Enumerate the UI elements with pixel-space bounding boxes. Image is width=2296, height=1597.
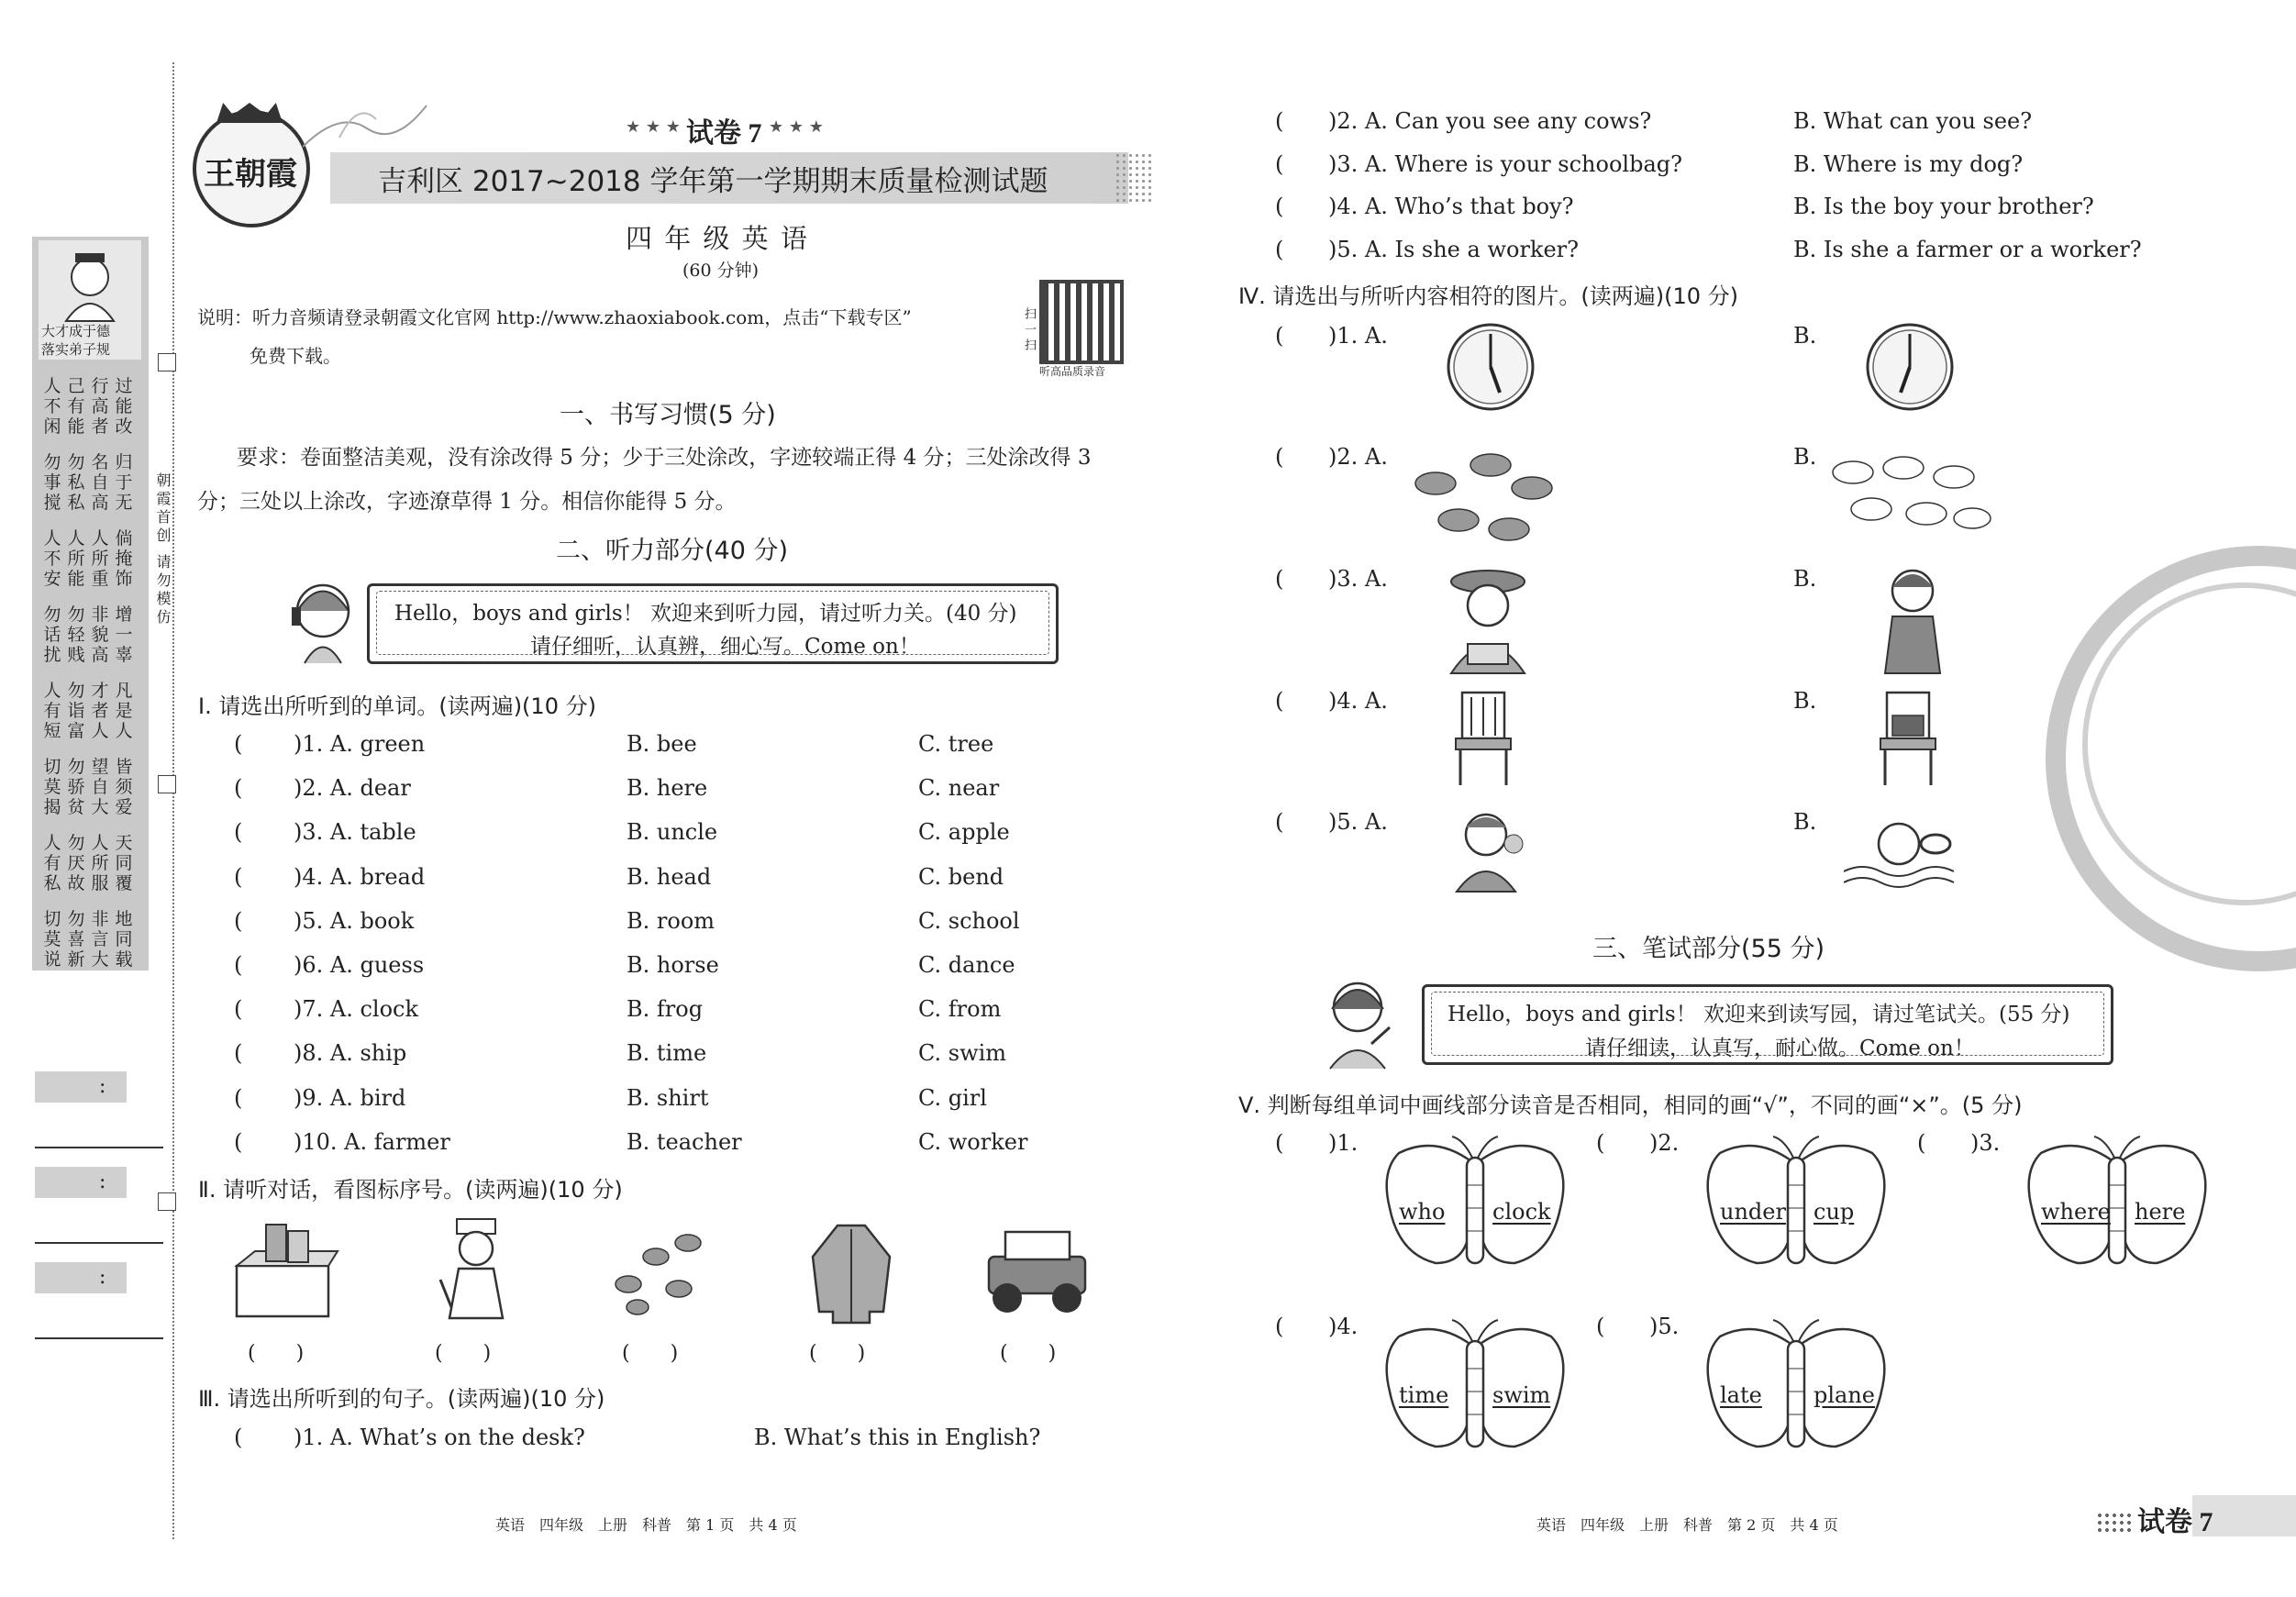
q2-answer-blank[interactable]: ( )	[435, 1342, 492, 1365]
coat-icon	[805, 1220, 897, 1325]
answer-paren[interactable]: (	[1275, 108, 1284, 134]
answer-paren[interactable]: (	[1275, 444, 1284, 470]
answer-paren[interactable]: (	[1917, 1130, 1926, 1156]
answer-paren[interactable]: (	[1275, 688, 1284, 714]
audio-note-2: 免费下载。	[250, 345, 341, 367]
answer-paren[interactable]: (	[1275, 1314, 1284, 1339]
duration: (60 分钟)	[682, 261, 760, 281]
motto-column: 人有私	[43, 833, 61, 893]
logo-crown-icon	[216, 103, 283, 123]
clock-icon	[1445, 321, 1536, 413]
stars-right: ★ ★ ★	[769, 117, 824, 137]
q5-title: Ⅴ. 判断每组单词中画线部分读音是否相同，相同的画“√”，不同的画“×”。(5 分)	[1238, 1092, 2023, 1118]
answer-paren[interactable]: (	[1596, 1314, 1605, 1339]
q4-item: )1. A.	[1328, 323, 1388, 349]
answer-paren[interactable]: (	[234, 1425, 243, 1450]
banner-dots	[1115, 152, 1151, 204]
binding-square	[158, 1192, 176, 1211]
name-field[interactable]	[35, 1147, 163, 1148]
answer-paren[interactable]: (	[234, 1040, 243, 1067]
q1-option-a: )5. A. book	[294, 907, 415, 934]
answer-paren[interactable]: (	[234, 907, 243, 934]
q1-option-b: B. room	[627, 907, 715, 934]
binding-square	[158, 353, 176, 372]
colon: :	[99, 1170, 106, 1193]
horses-icon	[1403, 442, 1564, 552]
motto-column: 人不闲	[43, 376, 61, 437]
cows-icon	[1825, 445, 1995, 541]
motto-column: 勿骄贫	[67, 757, 85, 817]
q3-item-a: )2. A. Can you see any cows?	[1328, 108, 1652, 134]
motto-column: 行高者	[91, 376, 109, 437]
q1-option-c: C. school	[918, 907, 1020, 934]
binding-square	[158, 775, 176, 793]
binding-line	[172, 62, 174, 1539]
q4-item: )4. A.	[1328, 688, 1388, 714]
q1-option-c: C. from	[918, 996, 1002, 1023]
q1-option-a: )1. A. green	[294, 731, 426, 757]
motto-column: 皆须爱	[115, 757, 133, 817]
motto-column: 凡是人	[115, 681, 133, 741]
answer-paren[interactable]: (	[1275, 1130, 1284, 1156]
section-1-requirement: 要求：卷面整洁美观，没有涂改得 5 分；少于三处涂改，字迹较端正得 4 分；三处涂改得 3	[237, 446, 1092, 470]
q1-option-b: B. here	[627, 775, 708, 802]
q1-option-c: C. tree	[918, 731, 994, 757]
answer-paren[interactable]: (	[234, 775, 243, 802]
motto-column: 人不安	[43, 528, 61, 589]
q5-item-number: )1.	[1328, 1130, 1359, 1156]
audio-note: 说明：听力音频请登录朝霞文化官网 http://www.zhaoxiabook.com，点击“下载专区”	[197, 306, 912, 328]
motto-column: 勿话扰	[43, 604, 61, 665]
qr-side-text: 扫 一 扫	[1022, 307, 1036, 351]
q3-item-b: B. Where is my dog?	[1793, 150, 2024, 177]
q4-option-b: B.	[1793, 809, 1817, 835]
answer-paren[interactable]: (	[234, 952, 243, 978]
answer-paren[interactable]: (	[1275, 150, 1284, 177]
answer-paren[interactable]: (	[1275, 323, 1284, 349]
girl-headphones-icon	[286, 576, 360, 668]
page-footer-1: 英语 四年级 上册 科普 第 1 页 共 4 页	[495, 1516, 797, 1534]
q5-word-2: swim	[1492, 1382, 1551, 1408]
colon: :	[99, 1266, 106, 1289]
q2-answer-blank[interactable]: ( )	[622, 1342, 679, 1365]
q3-item-b: B. Is the boy your brother?	[1793, 194, 2094, 219]
paper-number: 试卷 7	[686, 118, 762, 149]
q2-answer-blank[interactable]: ( )	[1000, 1342, 1057, 1365]
motto-column: 勿诣富	[67, 681, 85, 741]
motto-column: 名自高	[91, 452, 109, 513]
motto-column: 勿轻贱	[67, 604, 85, 665]
ribbon-decoration	[303, 101, 431, 156]
q5-word-1: under	[1720, 1199, 1786, 1225]
corner-paper-number: 试卷 7	[2137, 1507, 2213, 1537]
motto-column: 人所服	[91, 833, 109, 893]
class-label-box	[35, 1167, 127, 1198]
q3-item-a: )1. A. What’s on the desk?	[294, 1425, 585, 1450]
q4-option-b: B.	[1793, 444, 1817, 470]
chair-icon	[1451, 688, 1515, 789]
section-3-title: 三、笔试部分(55 分)	[1592, 935, 1825, 963]
listening-intro-line-1: Hello，boys and girls！ 欢迎来到听力园，请过听力关。(40 分)	[394, 602, 1017, 626]
q5-item-number: )4.	[1328, 1314, 1359, 1339]
q4-title: Ⅳ. 请选出与所听内容相符的图片。(读两遍)(10 分)	[1238, 283, 1739, 309]
section-1-title: 一、书写习惯(5 分)	[560, 401, 776, 429]
colon: :	[99, 1075, 106, 1098]
q1-option-b: B. horse	[627, 952, 719, 978]
q3-title: Ⅲ. 请选出所听到的句子。(读两遍)(10 分)	[198, 1386, 605, 1412]
subject-title: 四 年 级 英 语	[626, 223, 809, 254]
q4-option-b: B.	[1793, 688, 1817, 714]
motto-column: 切莫说	[43, 909, 61, 970]
answer-paren[interactable]: (	[234, 863, 243, 890]
q1-option-c: C. girl	[918, 1084, 987, 1111]
q3-item-a: )4. A. Who’s that boy?	[1328, 194, 1574, 219]
strip-slogan-1: 大才成于德	[41, 323, 111, 339]
q3-item-a: )3. A. Where is your schoolbag?	[1328, 150, 1682, 177]
farmer-icon	[1440, 561, 1536, 676]
writing-intro-line-2: 请仔细读，认真写，耐心做。Come on！	[1585, 1037, 1975, 1060]
q1-option-b: B. frog	[627, 996, 704, 1023]
q1-option-a: )4. A. bread	[294, 863, 426, 890]
q1-option-b: B. shirt	[627, 1084, 709, 1111]
q5-word-1: who	[1399, 1199, 1446, 1225]
q5-item-number: )5.	[1649, 1314, 1680, 1339]
q4-item: )5. A.	[1328, 809, 1388, 835]
answer-paren[interactable]: (	[1596, 1130, 1605, 1156]
motto-column: 地同载	[115, 909, 133, 970]
school-field[interactable]	[35, 1337, 163, 1339]
q5-word-2: here	[2135, 1199, 2186, 1225]
motto-column: 非言大	[91, 909, 109, 970]
exam-title: 吉利区 2017~2018 学年第一学期期末质量检测试题	[378, 165, 1048, 198]
qr-caption: 听高品质录音	[1039, 365, 1106, 378]
q4-option-b: B.	[1793, 566, 1817, 592]
q1-option-c: C. bend	[918, 863, 1004, 890]
motto-column: 非貌高	[91, 604, 109, 665]
q1-option-c: C. worker	[918, 1128, 1028, 1155]
q1-option-c: C. near	[918, 775, 1000, 802]
woman-worker-icon	[1867, 561, 1949, 676]
class-field[interactable]	[35, 1242, 163, 1244]
q1-option-a: )6. A. guess	[294, 952, 425, 978]
q1-option-a: )9. A. bird	[294, 1084, 406, 1111]
q1-option-b: B. bee	[627, 731, 697, 757]
girl-writing-icon	[1316, 972, 1399, 1071]
q1-option-b: B. head	[627, 863, 712, 890]
motto-column: 天同覆	[115, 833, 133, 893]
section-1-requirement-2: 分；三处以上涂改，字迹潦草得 1 分。相信你能得 5 分。	[197, 490, 737, 514]
side-note: 朝霞首创 请勿模仿	[154, 472, 172, 628]
writing-intro-line-1: Hello，boys and girls！ 欢迎来到读写园，请过笔试关。(55 分)	[1447, 1003, 2070, 1026]
answer-paren[interactable]: (	[1275, 236, 1284, 262]
answer-paren[interactable]: (	[1275, 194, 1284, 219]
q4-item: )3. A.	[1328, 566, 1388, 592]
motto-column: 才者人	[91, 681, 109, 741]
q2-answer-blank[interactable]: ( )	[248, 1342, 305, 1365]
q3-item-b: B. What’s this in English?	[754, 1425, 1041, 1450]
qr-code[interactable]	[1039, 280, 1124, 364]
motto-column: 人所重	[91, 528, 109, 589]
motto-column: 增一辜	[115, 604, 133, 665]
jeep-icon	[980, 1225, 1094, 1316]
q1-option-b: B. time	[627, 1040, 707, 1067]
q1-option-b: B. uncle	[627, 819, 718, 846]
box-with-books-icon	[229, 1220, 339, 1321]
q1-title: Ⅰ. 请选出所听到的单词。(读两遍)(10 分)	[198, 693, 596, 719]
motto-column: 己有能	[67, 376, 85, 437]
motto-column: 过能改	[115, 376, 133, 437]
q5-item-number: )2.	[1649, 1130, 1680, 1156]
q1-option-c: C. apple	[918, 819, 1010, 846]
q5-word-2: cup	[1814, 1199, 1855, 1225]
eating-boy-icon	[1449, 807, 1532, 894]
motto-column: 倘掩饰	[115, 528, 133, 589]
strip-slogan-2: 落实弟子规	[41, 341, 111, 358]
q1-option-a: )8. A. ship	[294, 1040, 407, 1067]
motto-column: 归于无	[115, 452, 133, 513]
q5-word-1: late	[1720, 1382, 1762, 1408]
chair-with-phone-icon	[1876, 688, 1940, 789]
q4-option-b: B.	[1793, 323, 1817, 349]
q1-option-a: )2. A. dear	[294, 775, 411, 802]
q3-item-a: )5. A. Is she a worker?	[1328, 236, 1579, 262]
q3-item-b: B. Is she a farmer or a worker?	[1793, 236, 2142, 262]
q2-title: Ⅱ. 请听对话，看图标序号。(读两遍)(10 分)	[198, 1177, 623, 1203]
motto-column: 人有短	[43, 681, 61, 741]
bees-icon	[601, 1220, 720, 1316]
school-label-box	[35, 1262, 127, 1293]
listening-intro-line-2: 请仔细听，认真辨，细心写。Come on！	[530, 635, 920, 659]
swimming-boy-icon	[1844, 807, 1963, 894]
q1-option-b: B. teacher	[627, 1128, 742, 1155]
name-label-box	[35, 1071, 127, 1103]
q1-option-a: )7. A. clock	[294, 996, 419, 1023]
motto-column: 勿事搅	[43, 452, 61, 513]
q5-item-number: )3.	[1970, 1130, 2001, 1156]
logo-text: 王朝霞	[204, 156, 297, 193]
motto-column: 勿喜新	[67, 909, 85, 970]
motto-column: 切莫揭	[43, 757, 61, 817]
page-footer-2: 英语 四年级 上册 科普 第 2 页 共 4 页	[1536, 1516, 1838, 1534]
q2-answer-blank[interactable]: ( )	[809, 1342, 866, 1365]
q1-option-a: )3. A. table	[294, 819, 416, 846]
answer-paren[interactable]: (	[234, 996, 243, 1023]
corner-dots	[2096, 1512, 2133, 1534]
motto-column: 望自大	[91, 757, 109, 817]
q1-option-a: )10. A. farmer	[294, 1128, 450, 1155]
section-2-title: 二、听力部分(40 分)	[556, 537, 789, 565]
q5-word-2: clock	[1492, 1199, 1551, 1225]
answer-paren[interactable]: (	[1275, 809, 1284, 835]
answer-paren[interactable]: (	[234, 819, 243, 846]
nurse-icon	[431, 1215, 523, 1321]
q1-option-c: C. swim	[918, 1040, 1007, 1067]
answer-paren[interactable]: (	[1275, 566, 1284, 592]
answer-paren[interactable]: (	[234, 731, 243, 757]
q3-item-b: B. What can you see?	[1793, 108, 2033, 134]
motto-column: 人所能	[67, 528, 85, 589]
q5-word-1: time	[1399, 1382, 1449, 1408]
q5-word-1: where	[2041, 1199, 2111, 1225]
q5-word-2: plane	[1814, 1382, 1876, 1408]
answer-paren[interactable]: (	[234, 1128, 243, 1155]
stars-left: ★ ★ ★	[626, 117, 681, 137]
q1-option-c: C. dance	[918, 952, 1015, 978]
motto-column: 勿私私	[67, 452, 85, 513]
motto-column: 勿厌故	[67, 833, 85, 893]
clock-icon	[1864, 321, 1956, 413]
answer-paren[interactable]: (	[234, 1084, 243, 1111]
q4-item: )2. A.	[1328, 444, 1388, 470]
